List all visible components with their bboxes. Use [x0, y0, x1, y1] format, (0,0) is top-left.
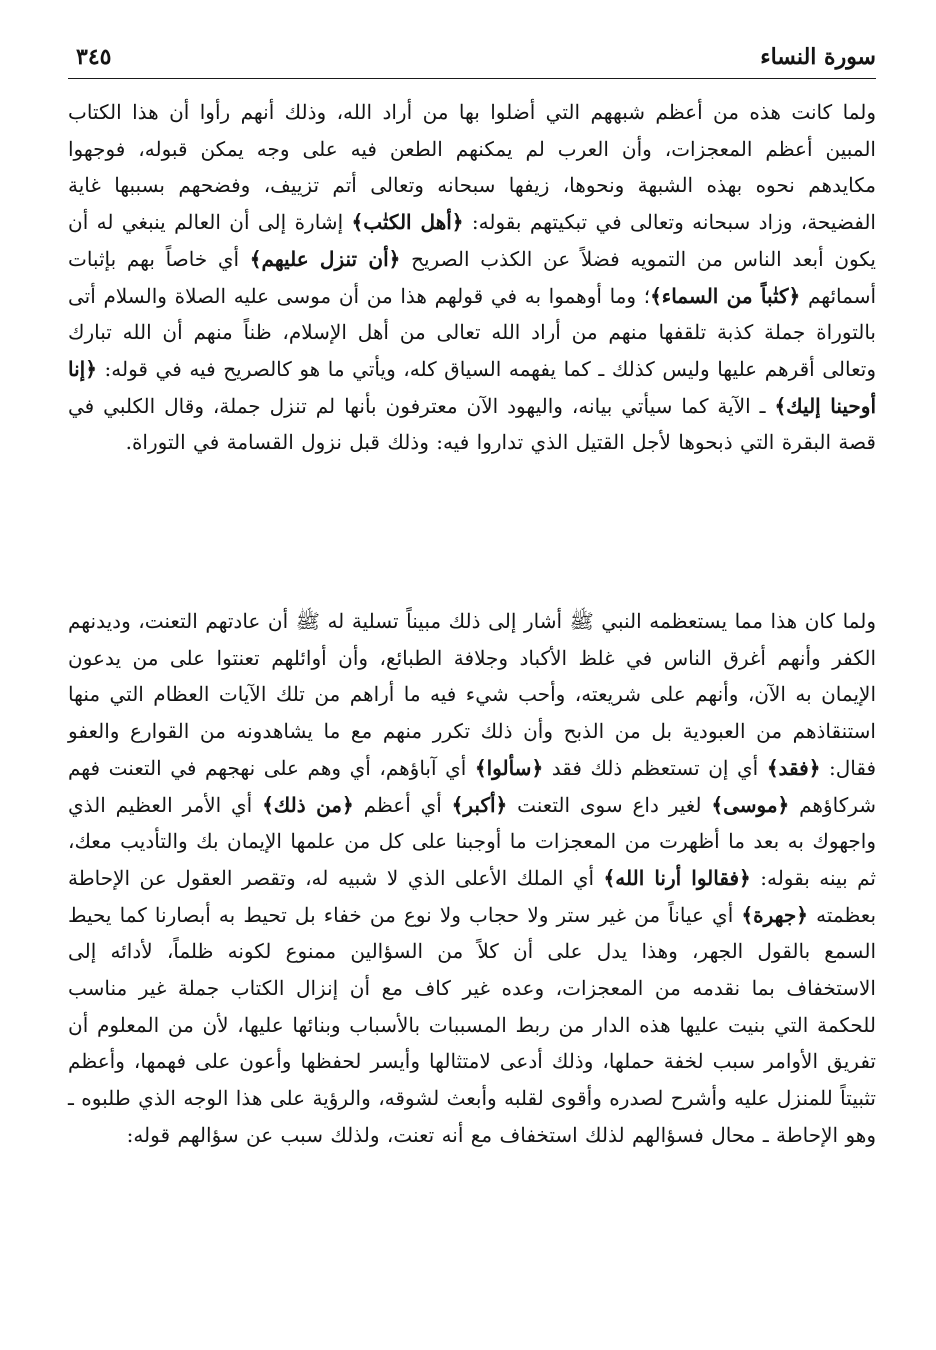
quran-quote: ﴿أكبر﴾ — [451, 792, 508, 817]
text-segment: لغير داع سوى التعنت — [517, 792, 702, 817]
text-segment: ولما كان هذا مما يستعظمه النبي ﷺ أشار إلى ذلك مبيناً تسلية له ﷺ أن عادتهم التعنت، وديدنهم الكفر وأنهم أغرق الناس في غلظ الأكباد وجلافة الطبائع، وأن أوائلهم تعنتوا على من يدعون الإيمان به الآن، وأنهم على شريعته، وأحب شيء فيه ما أراهم من تلك الآيات العظام التي منها استنقاذهم من العبودية بل من الذبح وأن ذلك تكرر منهم مع ما يشاهدونه من القوارع والعفو فقال: — [68, 609, 877, 780]
paragraph-2 — [68, 603, 876, 1154]
text-segment: إشارة إلى أن العالم ينبغي له أن يكون أبعد الناس من التمويه فضلاً عن الكذب الصريح — [68, 210, 876, 271]
text-segment: أي أعظم — [363, 792, 442, 817]
quran-quote: ﴿فقالوا أرنا الله﴾ — [603, 865, 751, 890]
text-segment: ـ الآية كما سيأتي بيانه، واليهود الآن معترفون بأنها لم تنزل جملة، وقال الكلبي في قصة البقرة التي ذبحوها لأجل القتيل الذي تداروا فيه: وذلك قبل نزول القسامة في التوراة. — [68, 393, 876, 455]
text-segment: أي خاصاً بهم بإثبات أسمائهم — [68, 246, 877, 308]
running-header — [68, 40, 876, 79]
quran-quote: ﴿أن تنزل عليهم﴾ — [249, 246, 401, 271]
text-segment: ؛ وما أوهموا به في قولهم هذا من أن موسى عليه الصلاة والسلام أتى بالتوراة جملة كذبة تلقفها منهم من أراد الله تعالى من أهل الإسلام، ظناً منهم أن الله تبارك وتعالى أقرهم عليها وليس كذلك ـ كما يفهمه السياق كله، ويأتي ما هو كالصريح فيه في قوله: — [68, 283, 876, 381]
quran-quote: ﴿كتٰباً من السماء﴾ — [650, 283, 801, 308]
text-segment: أي الأمر العظيم الذي واجهوك به بعد ما أظهرت من المعجزات ما أوجبنا على كل من علمها الإيمان بك والتأديب معك، ثم بينه بقوله: — [68, 792, 876, 890]
text-segment: أي إن تستعظم ذلك فقد — [551, 755, 759, 780]
quran-quote: ﴿من ذلك﴾ — [262, 792, 354, 817]
text-segment: أي آباؤهم، أي وهم على نهجهم في التعنت فهم شركاؤهم — [68, 755, 877, 817]
quran-quote: ﴿إنا أوحينا إليك﴾ — [68, 356, 877, 418]
paragraph-1 — [68, 94, 876, 461]
quran-quote: ﴿سألوا﴾ — [474, 755, 544, 780]
surah-title: سورة النساء — [760, 44, 876, 70]
page-number: ٣٤٥ — [76, 44, 112, 70]
quran-quote: ﴿موسى﴾ — [711, 792, 790, 817]
quran-quote: ﴿جهرة﴾ — [741, 902, 808, 927]
text-segment: ولما كانت هذه من أعظم شبههم التي أضلوا بها من أراد الله، وذلك أنهم رأوا أن هذا الكتاب المبين أعظم المعجزات، وأن العرب لم يمكنهم الطعن فيه على وجه يمكن قبوله، فوجهوا مكايدهم نحوه بهذه الشبهة ونحوها، زيفها سبحانه وتعالى أتم تزييف، وفضحهم بسببها غاية الفضيحة، وزاد سبحانه وتعالى في تبكيتهم بقوله: — [68, 100, 876, 235]
paragraph-1-text — [68, 94, 876, 461]
quran-quote: ﴿أهل الكتٰب﴾ — [351, 210, 464, 235]
paragraph-2-text — [68, 603, 876, 1154]
text-segment: أي الملك الأعلى الذي لا شبيه له، وتقصر العقول عن الإحاطة بعظمته — [68, 865, 877, 927]
text-segment: أي عياناً من غير ستر ولا حجاب ولا نوع من خفاء بل تحيط به أبصارنا كما يحيط السمع بالقول الجهر، وهذا يدل على أن كلاً من السؤالين ممنوع لكونه ظلماً، لأدائه إلى الاستخفاف بما نقدمه من المعجزات، وعده غير كاف مع أن إنزال الكتاب جملة غير مناسب للحكمة التي بنيت عليها هذه الدار من ربط المسببات بالأسباب وبنائها عليها، لأن من المعلوم أن تفريق الأوامر سبب لخفة حملها، وذلك أدعى لامتثالها وأيسر لحفظها وأعون على فهمها، وأعظم تثبيتاً للمنزل عليه وأشرح لصدره وأقوى لقلبه وأبعث لشوقه، والرؤية على هذا الوجه الذي طلبوه ـ وهو الإحاطة ـ محال فسؤالهم لذلك استخفاف مع أنه تعنت، ولذلك سبب عن سؤالهم قوله: — [68, 902, 876, 1147]
quran-quote: ﴿فقد﴾ — [766, 755, 821, 780]
